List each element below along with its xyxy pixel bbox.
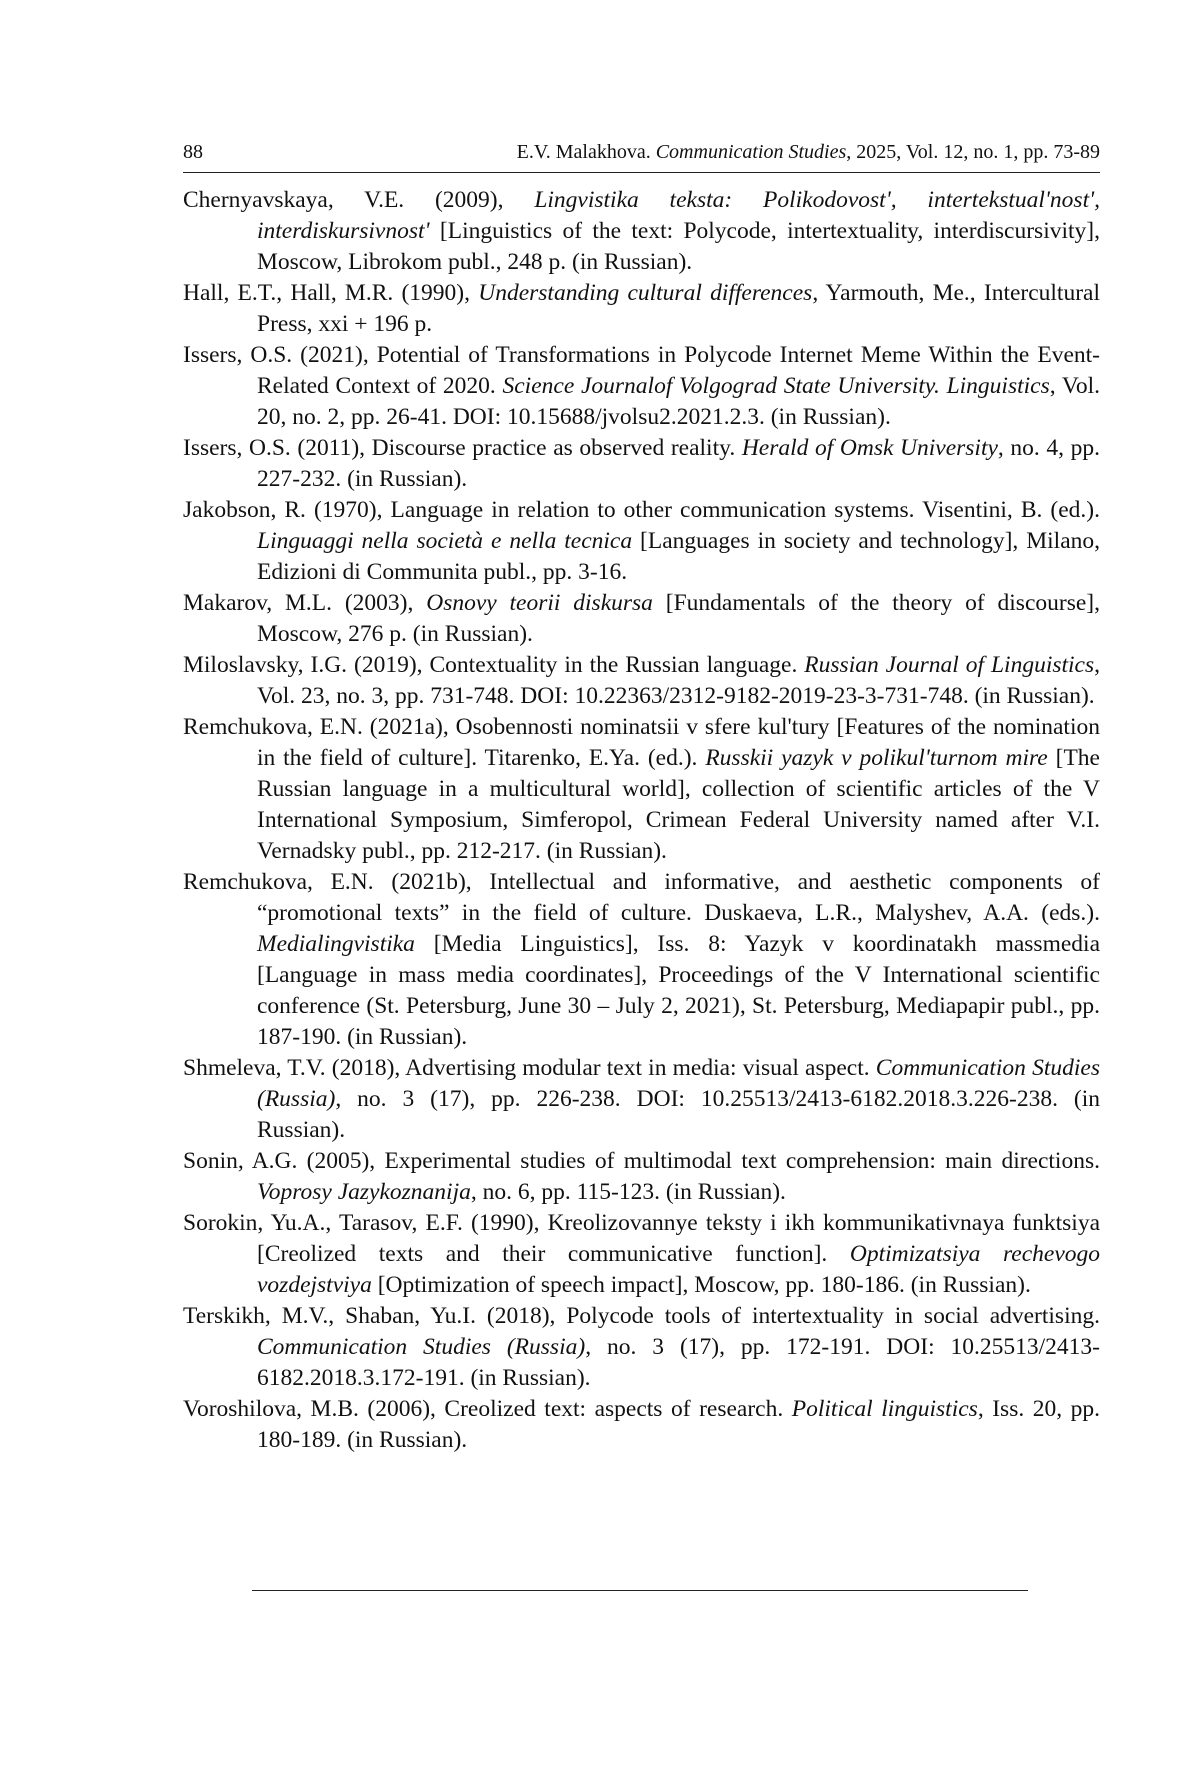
reference-entry [183,1053,1100,1146]
reference-text: Sonin, A.G. (2005), Experimental studies of multimodal text comprehension: main directions. [183,1148,1100,1174]
reference-title: Optimizatsiya rechevogo vozdejstviya [257,1241,1100,1298]
reference-text: Voroshilova, M.B. (2006), Creolized text: aspects of research. [183,1396,792,1422]
reference-text: , no. 3 (17), pp. 172-191. DOI: 10.25513/2413-6182.2018.3.172-191. (in Russian). [257,1334,1100,1391]
reference-entry [183,1394,1100,1456]
reference-text: Miloslavsky, I.G. (2019), Contextuality in the Russian language. [183,652,805,678]
running-header [183,140,1100,173]
reference-title: Voprosy Jazykoznanija [257,1179,471,1205]
reference-text: , no. 3 (17), pp. 226-238. DOI: 10.25513/2413-6182.2018.3.226-238. (in Russian). [257,1086,1100,1143]
reference-title: Communication Studies (Russia) [257,1334,586,1360]
reference-entry [183,278,1100,340]
reference-title: Russkii yazyk v polikul'turnom mire [705,745,1048,771]
reference-title: Linguaggi nella società e nella tecnica [257,528,633,554]
reference-text: Issers, O.S. (2021), Potential of Transformations in Polycode Internet Meme Within the Event-Related Context of 2020. [183,342,1100,399]
reference-entry [183,495,1100,588]
reference-title: Science Journalof Volgograd State University. Linguistics [502,373,1050,399]
reference-text: [Optimization of speech impact], Moscow, pp. 180-186. (in Russian). [371,1272,1031,1298]
reference-entry [183,867,1100,1053]
reference-text: , Vol. 23, no. 3, pp. 731-748. DOI: 10.22363/2312-9182-2019-23-3-731-748. (in Russian). [257,652,1100,709]
reference-entry [183,185,1100,278]
reference-text: Makarov, M.L. (2003), [183,590,427,616]
header-author: E.V. Malakhova. [516,141,651,163]
reference-text: Jakobson, R. (1970), Language in relation to other communication systems. Visentini, B. (ed.). [183,497,1100,523]
reference-title: Lingvistika teksta: Polikodovost', intertekstual'nost', interdiskursivnost' [257,187,1100,244]
reference-text: [The Russian language in a multicultural world], collection of scientific articles of the V International Symposium, Simferopol, Crimean Federal University named after V.I. Vernadsky publ., pp. 212-217. (in Russian). [257,745,1100,864]
reference-text: Shmeleva, T.V. (2018), Advertising modular text in media: visual aspect. [183,1055,876,1081]
reference-text: Sorokin, Yu.A., Tarasov, E.F. (1990), Kreolizovannye teksty i ikh kommunikativnaya funktsiya [Creolized texts and their communicative function]. [183,1210,1100,1267]
reference-text: , Yarmouth, Me., Intercultural Press, xxi + 196 p. [257,280,1100,337]
header-details: , 2025, Vol. 12, no. 1, pp. 73-89 [846,141,1100,163]
reference-text: [Languages in society and technology], Milano, Edizioni di Communita publ., pp. 3-16. [257,528,1100,585]
reference-title: Russian Journal of Linguistics [804,652,1095,678]
reference-text: Remchukova, E.N. (2021b), Intellectual and informative, and aesthetic components of “promotional texts” in the field of culture. Duskaeva, L.R., Malyshev, A.A. (eds.). [183,869,1100,926]
reference-text: [Linguistics of the text: Polycode, intertextuality, interdiscursivity], Moscow, Librokom publ., 248 p. (in Russian). [257,218,1100,275]
reference-text: , Vol. 20, no. 2, pp. 26-41. DOI: 10.15688/jvolsu2.2021.2.3. (in Russian). [257,373,1101,430]
reference-text: Remchukova, E.N. (2021a), Osobennosti nominatsii v sfere kul'tury [Features of the nomination in the field of culture]. Titarenko, E.Ya. (ed.). [183,714,1100,771]
reference-text: Terskikh, M.V., Shaban, Yu.I. (2018), Polycode tools of intertextuality in social advertising. [183,1303,1100,1329]
reference-title: Political linguistics [791,1396,978,1422]
reference-entry [183,588,1100,650]
reference-entry [183,1301,1100,1394]
header-citation [517,140,1100,164]
page-number: 88 [183,141,203,163]
reference-entry [183,712,1100,867]
reference-entry [183,340,1100,433]
reference-title: Communication Studies (Russia) [257,1055,1100,1112]
reference-text: Issers, O.S. (2011), Discourse practice as observed reality. [183,435,742,461]
reference-entry [183,1146,1100,1208]
reference-text: , Iss. 20, pp. 180-189. (in Russian). [257,1396,1101,1453]
reference-title: Osnovy teorii diskursa [426,590,653,616]
reference-list [183,185,1100,1456]
reference-text: Hall, E.T., Hall, M.R. (1990), [183,280,479,306]
reference-entry [183,1208,1100,1301]
end-rule [252,1590,1028,1591]
reference-title: Herald of Omsk University [741,435,998,461]
reference-text: , no. 6, pp. 115-123. (in Russian). [470,1179,786,1205]
reference-entry [183,433,1100,495]
reference-title: Medialingvistika [257,931,415,957]
reference-text: [Fundamentals of the theory of discourse], Moscow, 276 p. (in Russian). [257,590,1100,647]
page [183,140,1100,1456]
reference-text: Chernyavskaya, V.E. (2009), [183,187,535,213]
reference-title: Understanding cultural differences [478,280,813,306]
header-journal: Communication Studies [655,141,847,163]
reference-text: [Media Linguistics], Iss. 8: Yazyk v koordinatakh massmedia [Language in mass media coordinates], Proceedings of the V International scientific conference (St. Petersburg, June 30 – July 2, 2021), St. Petersburg, Mediapapir publ., pp. 187-190. (in Russian). [257,931,1100,1050]
reference-text: , no. 4, pp. 227-232. (in Russian). [257,435,1100,492]
reference-entry [183,650,1100,712]
